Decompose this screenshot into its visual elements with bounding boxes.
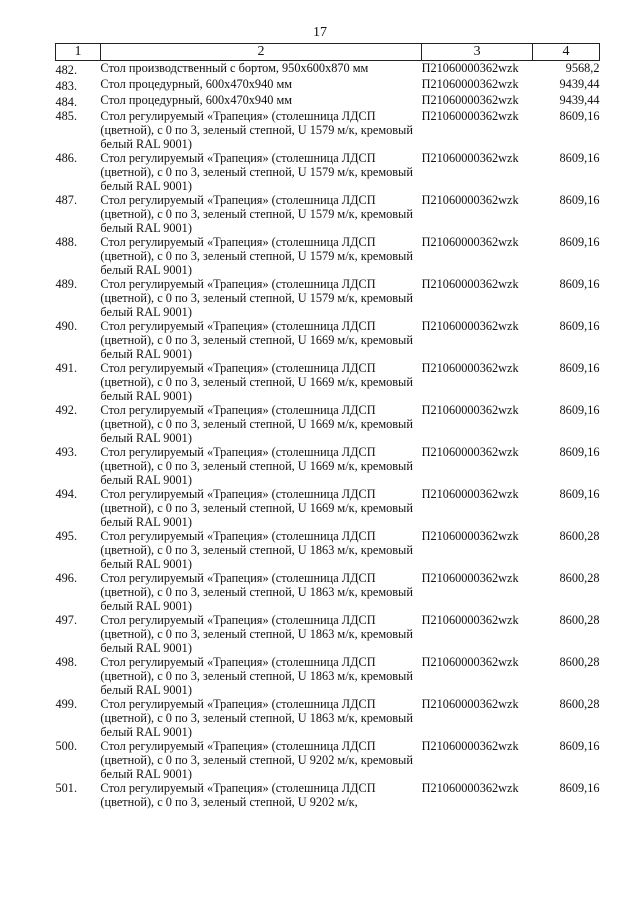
item-code: П21060000362wzk [421, 403, 519, 417]
page-number: 17 [313, 25, 327, 40]
table-row [56, 361, 600, 403]
table-row [56, 613, 600, 655]
item-price: 8609,16 [559, 739, 600, 753]
table-row [56, 151, 600, 193]
item-name: Стол регулируемый «Трапеция» (столешница ЛДСП (цветной), с 0 по 3, зеленый степной, U 1579 м/к, кремовый белый RAL 9001) [100, 109, 413, 151]
table-row [56, 235, 600, 277]
table-row [56, 655, 600, 697]
item-code: П21060000362wzk [421, 781, 519, 795]
item-price: 8609,16 [559, 277, 600, 291]
item-code: П21060000362wzk [421, 277, 519, 291]
table-row [56, 403, 600, 445]
table-row [56, 445, 600, 487]
item-code: П21060000362wzk [421, 151, 519, 165]
item-code: П21060000362wzk [421, 319, 519, 333]
table-row [56, 487, 600, 529]
item-code: П21060000362wzk [421, 445, 519, 459]
item-code: П21060000362wzk [421, 61, 519, 75]
item-name: Стол регулируемый «Трапеция» (столешница ЛДСП (цветной), с 0 по 3, зеленый степной, U 1863 м/к, кремовый белый RAL 9001) [100, 613, 413, 655]
row-number: 498. [55, 655, 78, 669]
row-number: 483. [55, 79, 78, 93]
item-price: 8609,16 [559, 319, 600, 333]
row-number: 482. [55, 63, 78, 77]
row-number: 491. [55, 361, 78, 375]
column-header-code: 3 [422, 44, 533, 61]
item-price: 8600,28 [559, 571, 600, 585]
item-code: П21060000362wzk [421, 613, 519, 627]
row-number: 485. [55, 109, 78, 123]
row-number: 492. [55, 403, 78, 417]
item-name: Стол регулируемый «Трапеция» (столешница ЛДСП (цветной), с 0 по 3, зеленый степной, U 1669 м/к, кремовый белый RAL 9001) [100, 361, 413, 403]
table-row [56, 193, 600, 235]
item-code: П21060000362wzk [421, 739, 519, 753]
row-number: 500. [55, 739, 78, 753]
row-number: 493. [55, 445, 78, 459]
item-name: Стол регулируемый «Трапеция» (столешница ЛДСП (цветной), с 0 по 3, зеленый степной, U 1669 м/к, кремовый белый RAL 9001) [100, 403, 413, 445]
item-price: 8600,28 [559, 613, 600, 627]
item-code: П21060000362wzk [421, 235, 519, 249]
table-header-row [56, 44, 600, 61]
table-row [56, 571, 600, 613]
table-row [56, 739, 600, 781]
row-number: 501. [55, 781, 78, 795]
row-number: 497. [55, 613, 78, 627]
table-row [56, 529, 600, 571]
table-body [56, 61, 600, 810]
item-price: 8600,28 [559, 529, 600, 543]
row-number: 496. [55, 571, 78, 585]
item-code: П21060000362wzk [421, 529, 519, 543]
item-name: Стол регулируемый «Трапеция» (столешница ЛДСП (цветной), с 0 по 3, зеленый степной, U 1669 м/к, кремовый белый RAL 9001) [100, 319, 413, 361]
item-code: П21060000362wzk [421, 655, 519, 669]
item-price: 8600,28 [559, 655, 600, 669]
item-name: Стол регулируемый «Трапеция» (столешница ЛДСП (цветной), с 0 по 3, зеленый степной, U 1863 м/к, кремовый белый RAL 9001) [100, 655, 413, 697]
item-price: 8609,16 [559, 151, 600, 165]
item-name: Стол регулируемый «Трапеция» (столешница ЛДСП (цветной), с 0 по 3, зеленый степной, U 1579 м/к, кремовый белый RAL 9001) [100, 277, 413, 319]
item-name: Стол регулируемый «Трапеция» (столешница ЛДСП (цветной), с 0 по 3, зеленый степной, U 1579 м/к, кремовый белый RAL 9001) [100, 193, 413, 235]
item-name: Стол процедурный, 600x470x940 мм [100, 93, 293, 107]
table-row [56, 61, 600, 78]
table-row [56, 109, 600, 151]
item-price: 8609,16 [559, 193, 600, 207]
row-number: 487. [55, 193, 78, 207]
item-price: 8609,16 [559, 361, 600, 375]
item-code: П21060000362wzk [421, 487, 519, 501]
column-header-name: 2 [100, 44, 421, 61]
column-header-number: 1 [56, 44, 101, 61]
item-price: 8609,16 [559, 109, 600, 123]
item-name: Стол регулируемый «Трапеция» (столешница ЛДСП (цветной), с 0 по 3, зеленый степной, U 1669 м/к, кремовый белый RAL 9001) [100, 445, 413, 487]
item-code: П21060000362wzk [421, 93, 519, 107]
table-row [56, 781, 600, 809]
item-name: Стол процедурный, 600x470x940 мм [100, 77, 293, 91]
row-number: 495. [55, 529, 78, 543]
row-number: 494. [55, 487, 78, 501]
table-row [56, 77, 600, 93]
item-name: Стол регулируемый «Трапеция» (столешница ЛДСП (цветной), с 0 по 3, зеленый степной, U 9202 м/к, кремовый белый RAL 9001) [100, 739, 413, 781]
table-row [56, 93, 600, 109]
item-name: Стол регулируемый «Трапеция» (столешница ЛДСП (цветной), с 0 по 3, зеленый степной, U 1863 м/к, кремовый белый RAL 9001) [100, 571, 413, 613]
item-name: Стол регулируемый «Трапеция» (столешница ЛДСП (цветной), с 0 по 3, зеленый степной, U 1863 м/к, кремовый белый RAL 9001) [100, 529, 413, 571]
item-code: П21060000362wzk [421, 193, 519, 207]
item-price: 8609,16 [559, 445, 600, 459]
item-name: Стол регулируемый «Трапеция» (столешница ЛДСП (цветной), с 0 по 3, зеленый степной, U 1579 м/к, кремовый белый RAL 9001) [100, 235, 413, 277]
item-code: П21060000362wzk [421, 77, 519, 91]
item-code: П21060000362wzk [421, 697, 519, 711]
item-price: 8609,16 [559, 487, 600, 501]
item-price: 8600,28 [559, 697, 600, 711]
item-price: 9439,44 [559, 77, 600, 91]
document-table [55, 43, 600, 809]
row-number: 499. [55, 697, 78, 711]
item-name: Стол регулируемый «Трапеция» (столешница ЛДСП (цветной), с 0 по 3, зеленый степной, U 1863 м/к, кремовый белый RAL 9001) [100, 697, 413, 739]
row-number: 490. [55, 319, 78, 333]
item-code: П21060000362wzk [421, 109, 519, 123]
row-number: 489. [55, 277, 78, 291]
table-row [56, 697, 600, 739]
table-row [56, 319, 600, 361]
item-name: Стол регулируемый «Трапеция» (столешница ЛДСП (цветной), с 0 по 3, зеленый степной, U 9202 м/к, [100, 781, 376, 809]
item-price: 9568,2 [565, 61, 600, 75]
row-number: 484. [55, 95, 78, 109]
item-price: 8609,16 [559, 781, 600, 795]
item-name: Стол производственный с бортом, 950x600x870 мм [100, 61, 369, 75]
item-price: 8609,16 [559, 403, 600, 417]
item-name: Стол регулируемый «Трапеция» (столешница ЛДСП (цветной), с 0 по 3, зеленый степной, U 1669 м/к, кремовый белый RAL 9001) [100, 487, 413, 529]
row-number: 486. [55, 151, 78, 165]
row-number: 488. [55, 235, 78, 249]
table-row [56, 277, 600, 319]
item-price: 9439,44 [559, 93, 600, 107]
item-code: П21060000362wzk [421, 571, 519, 585]
item-price: 8609,16 [559, 235, 600, 249]
item-code: П21060000362wzk [421, 361, 519, 375]
item-name: Стол регулируемый «Трапеция» (столешница ЛДСП (цветной), с 0 по 3, зеленый степной, U 1579 м/к, кремовый белый RAL 9001) [100, 151, 413, 193]
column-header-price: 4 [533, 44, 600, 61]
